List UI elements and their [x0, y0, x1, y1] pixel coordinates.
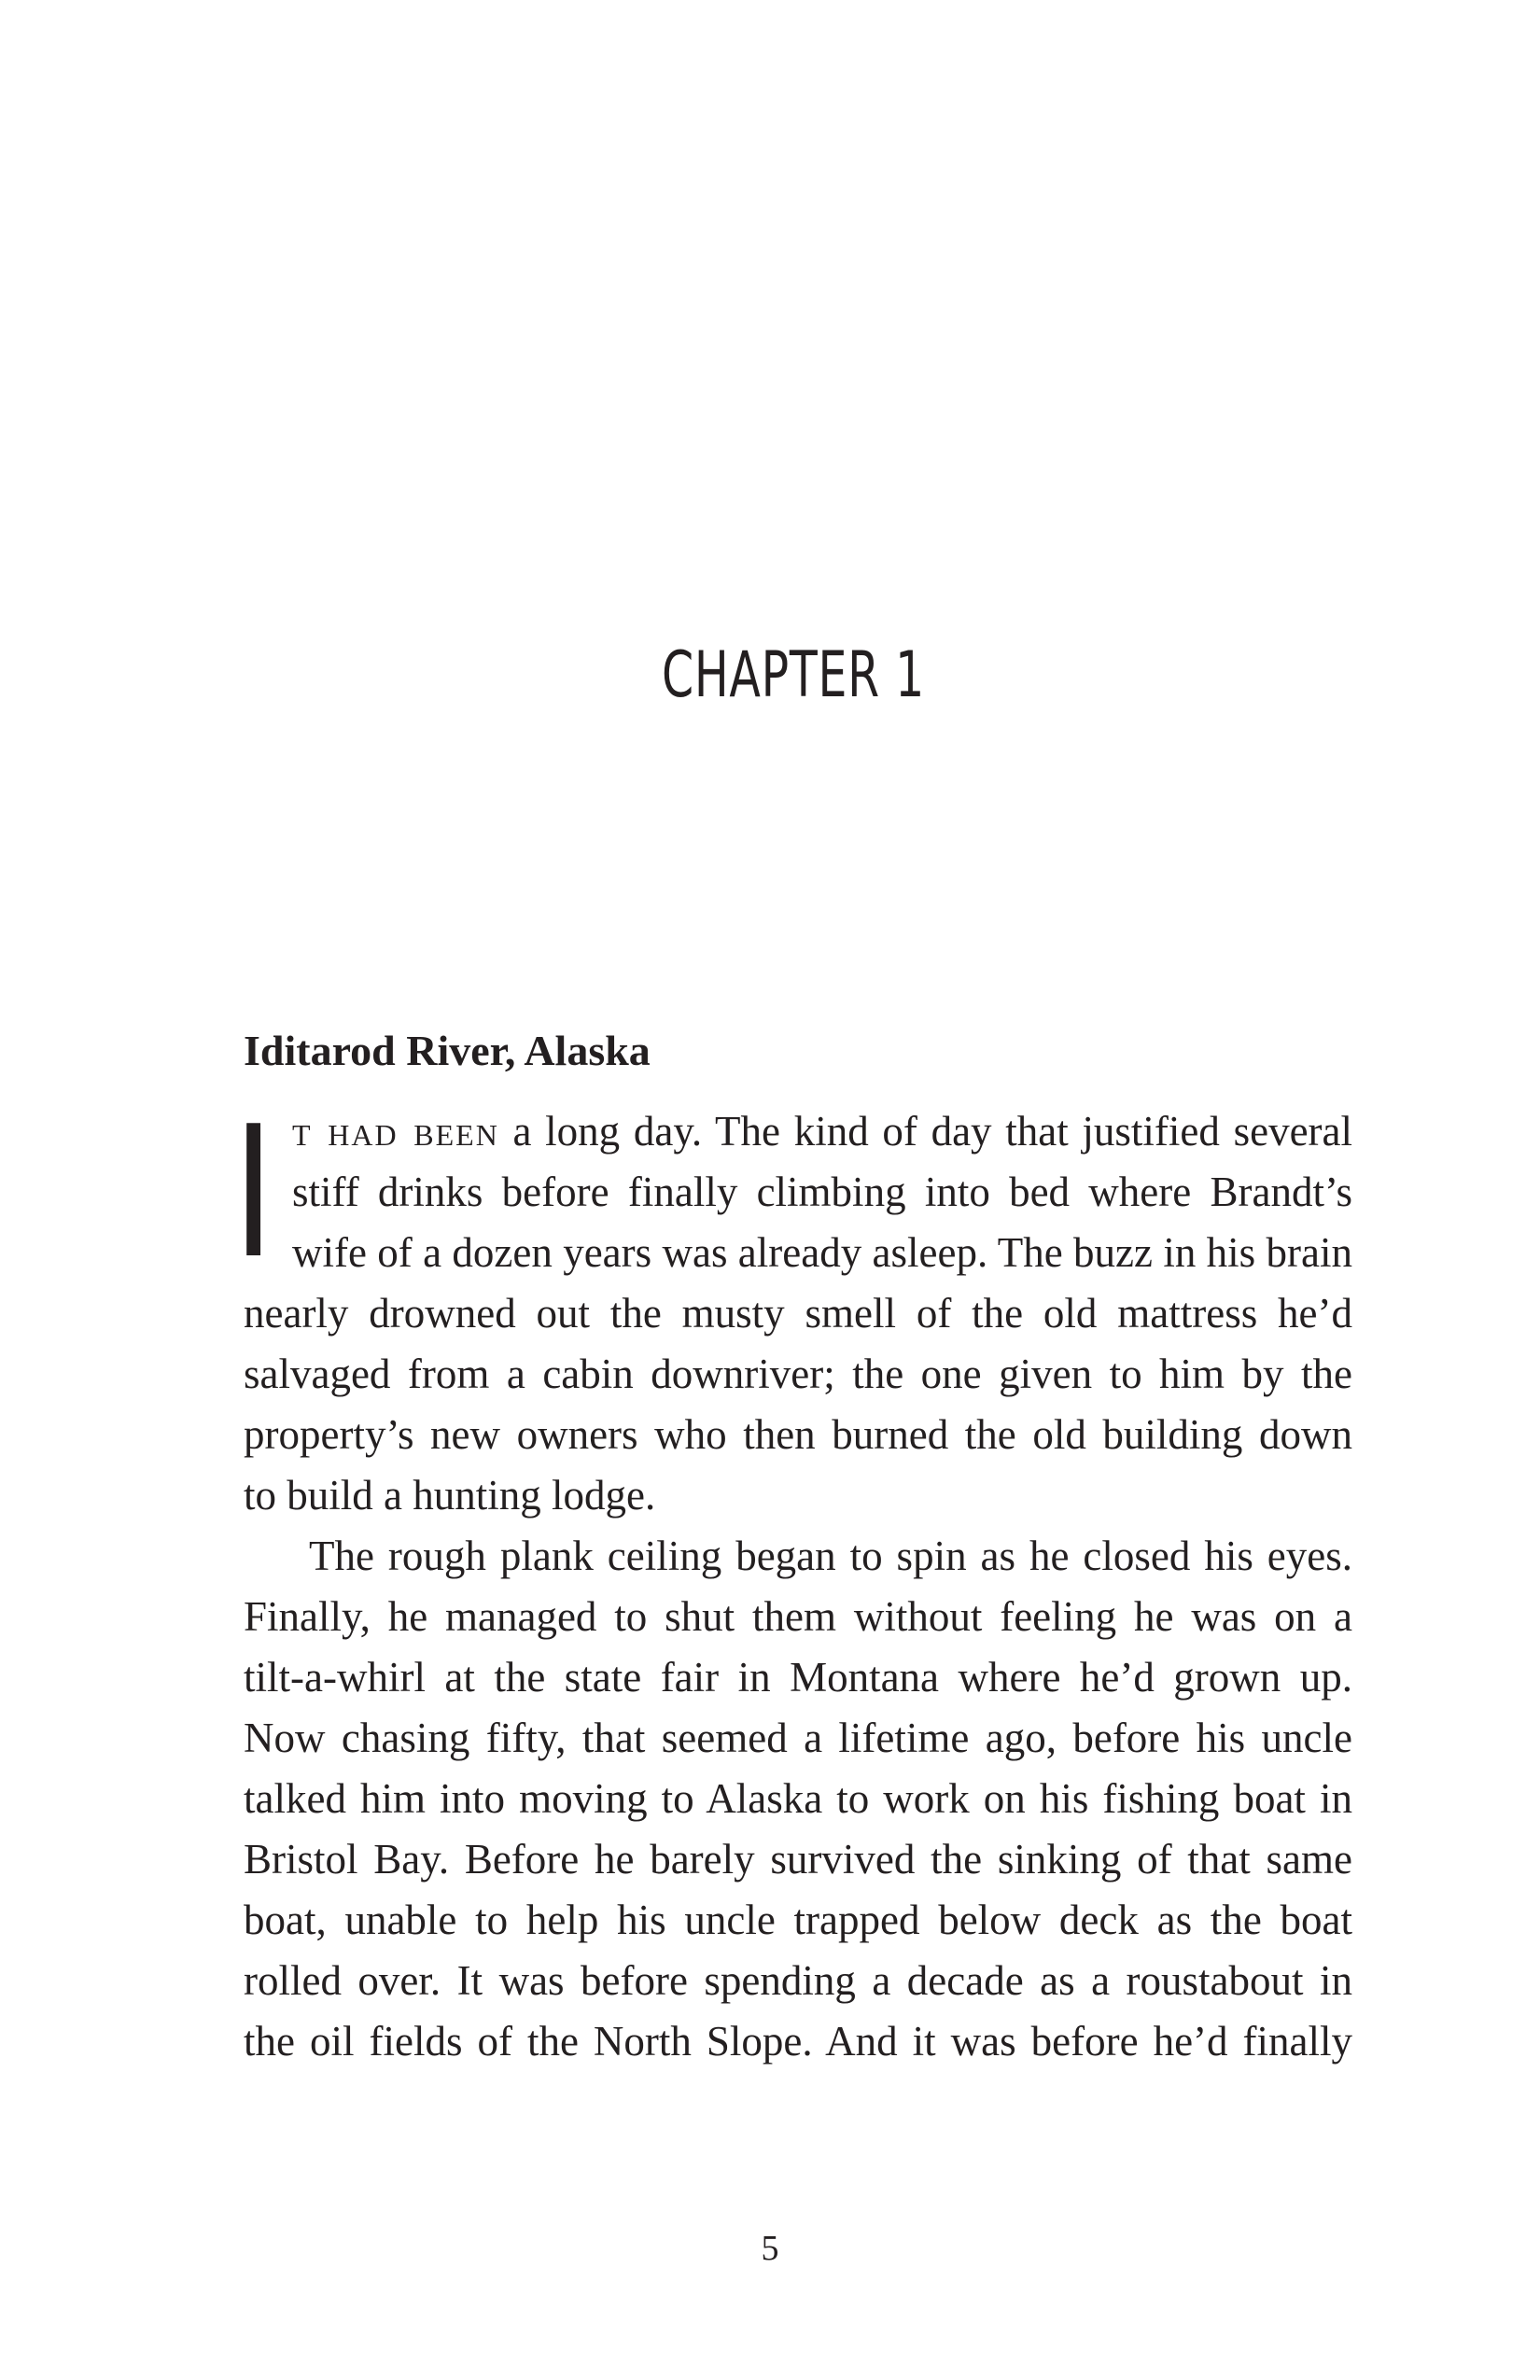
paragraph-line: wife of a dozen years was already asleep. The buzz in his brain — [292, 1229, 1352, 1276]
paragraph-line: property’s new owners who then burned the old building down — [244, 1411, 1352, 1458]
paragraph-line: Now chasing fifty, that seemed a lifetime ago, before his uncle — [244, 1715, 1352, 1761]
paragraph-line: Bristol Bay. Before he barely survived the sinking of that same — [244, 1836, 1352, 1883]
paragraph-line: salvaged from a cabin downriver; the one given to him by the — [244, 1351, 1352, 1397]
line-text: a long day. The kind of day that justified several — [498, 1108, 1353, 1155]
paragraph-1 — [244, 1101, 1352, 1283]
paragraph-line — [244, 1101, 1352, 1162]
paragraph-2 — [244, 1526, 1352, 2072]
body-text — [244, 1101, 1352, 2072]
paragraph-line: talked him into moving to Alaska to work on his fishing boat in — [244, 1775, 1352, 1822]
drop-cap-letter: I — [240, 1082, 268, 1296]
location-heading: Iditarod River, Alaska — [244, 1027, 651, 1074]
chapter-title: CHAPTER 1 — [661, 638, 926, 712]
paragraph-line: Finally, he managed to shut them without feeling he was on a — [244, 1593, 1352, 1640]
opening-small-caps: t had been — [292, 1108, 499, 1155]
paragraph-line: boat, unable to help his uncle trapped below deck as the boat — [244, 1897, 1352, 1943]
paragraph-line: stiff drinks before finally climbing into bed where Brandt’s — [292, 1169, 1352, 1215]
paragraph-line: to build a hunting lodge. — [244, 1472, 656, 1519]
paragraph-line: The rough plank ceiling began to spin as he closed his eyes. — [309, 1533, 1352, 1579]
page-number: 5 — [761, 2229, 779, 2268]
paragraph-line: rolled over. It was before spending a decade as a roustabout in — [244, 1957, 1352, 2004]
paragraph-line: the oil fields of the North Slope. And it was before he’d finally — [244, 2018, 1352, 2065]
paragraph-line: tilt-a-whirl at the state fair in Montana where he’d grown up. — [244, 1654, 1352, 1701]
paragraph-line: nearly drowned out the musty smell of the old mattress he’d — [244, 1290, 1352, 1337]
